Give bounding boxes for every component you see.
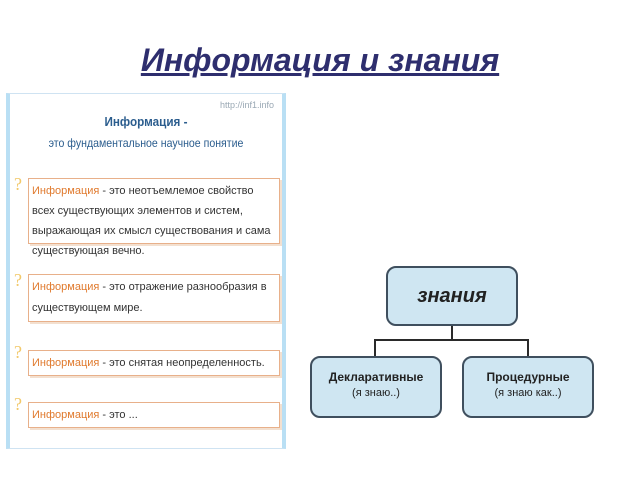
connector-line <box>374 339 529 341</box>
definition-box <box>28 178 280 257</box>
panel-heading: Информация - <box>104 114 188 129</box>
procedural-label: Процедурные <box>486 370 570 384</box>
knowledge-root-node: знания <box>386 266 518 326</box>
connector-line <box>374 339 376 356</box>
definition-box <box>28 274 280 322</box>
question-mark-icon: ? <box>14 174 22 194</box>
definition-text: - это ... <box>99 409 138 421</box>
definition-text: - это неотъемлемое свойство всех существующих элементов и систем, выражающая их смысл существования и сама существующая вечно. <box>32 185 271 257</box>
slide-title: Информация и знания <box>140 42 500 78</box>
declarative-label: Декларативные <box>328 370 424 384</box>
procedural-node <box>462 356 594 418</box>
declarative-note: (я знаю..) <box>352 387 400 399</box>
definition-text: - это отражение разнообразия в существующем мире. <box>32 281 267 314</box>
definition-box <box>28 350 280 376</box>
definition-label: Информация <box>32 281 100 293</box>
connector-line <box>527 339 529 356</box>
definition-text: - это снятая неопределенность. <box>99 357 265 369</box>
question-mark-icon: ? <box>14 342 22 362</box>
definition-label: Информация <box>32 185 100 197</box>
definition-label: Информация <box>32 409 100 421</box>
procedural-note: (я знаю как..) <box>494 387 562 399</box>
panel-url: http://inf1.info <box>219 100 274 110</box>
definition-label: Информация <box>32 357 100 369</box>
declarative-node <box>310 356 442 418</box>
question-mark-icon: ? <box>14 270 22 290</box>
question-mark-icon: ? <box>14 394 22 414</box>
connector-line <box>451 326 453 340</box>
definitions-picture <box>6 93 286 449</box>
panel-subheading: это фундаментальное научное понятие <box>48 136 244 150</box>
definition-box <box>28 402 280 428</box>
